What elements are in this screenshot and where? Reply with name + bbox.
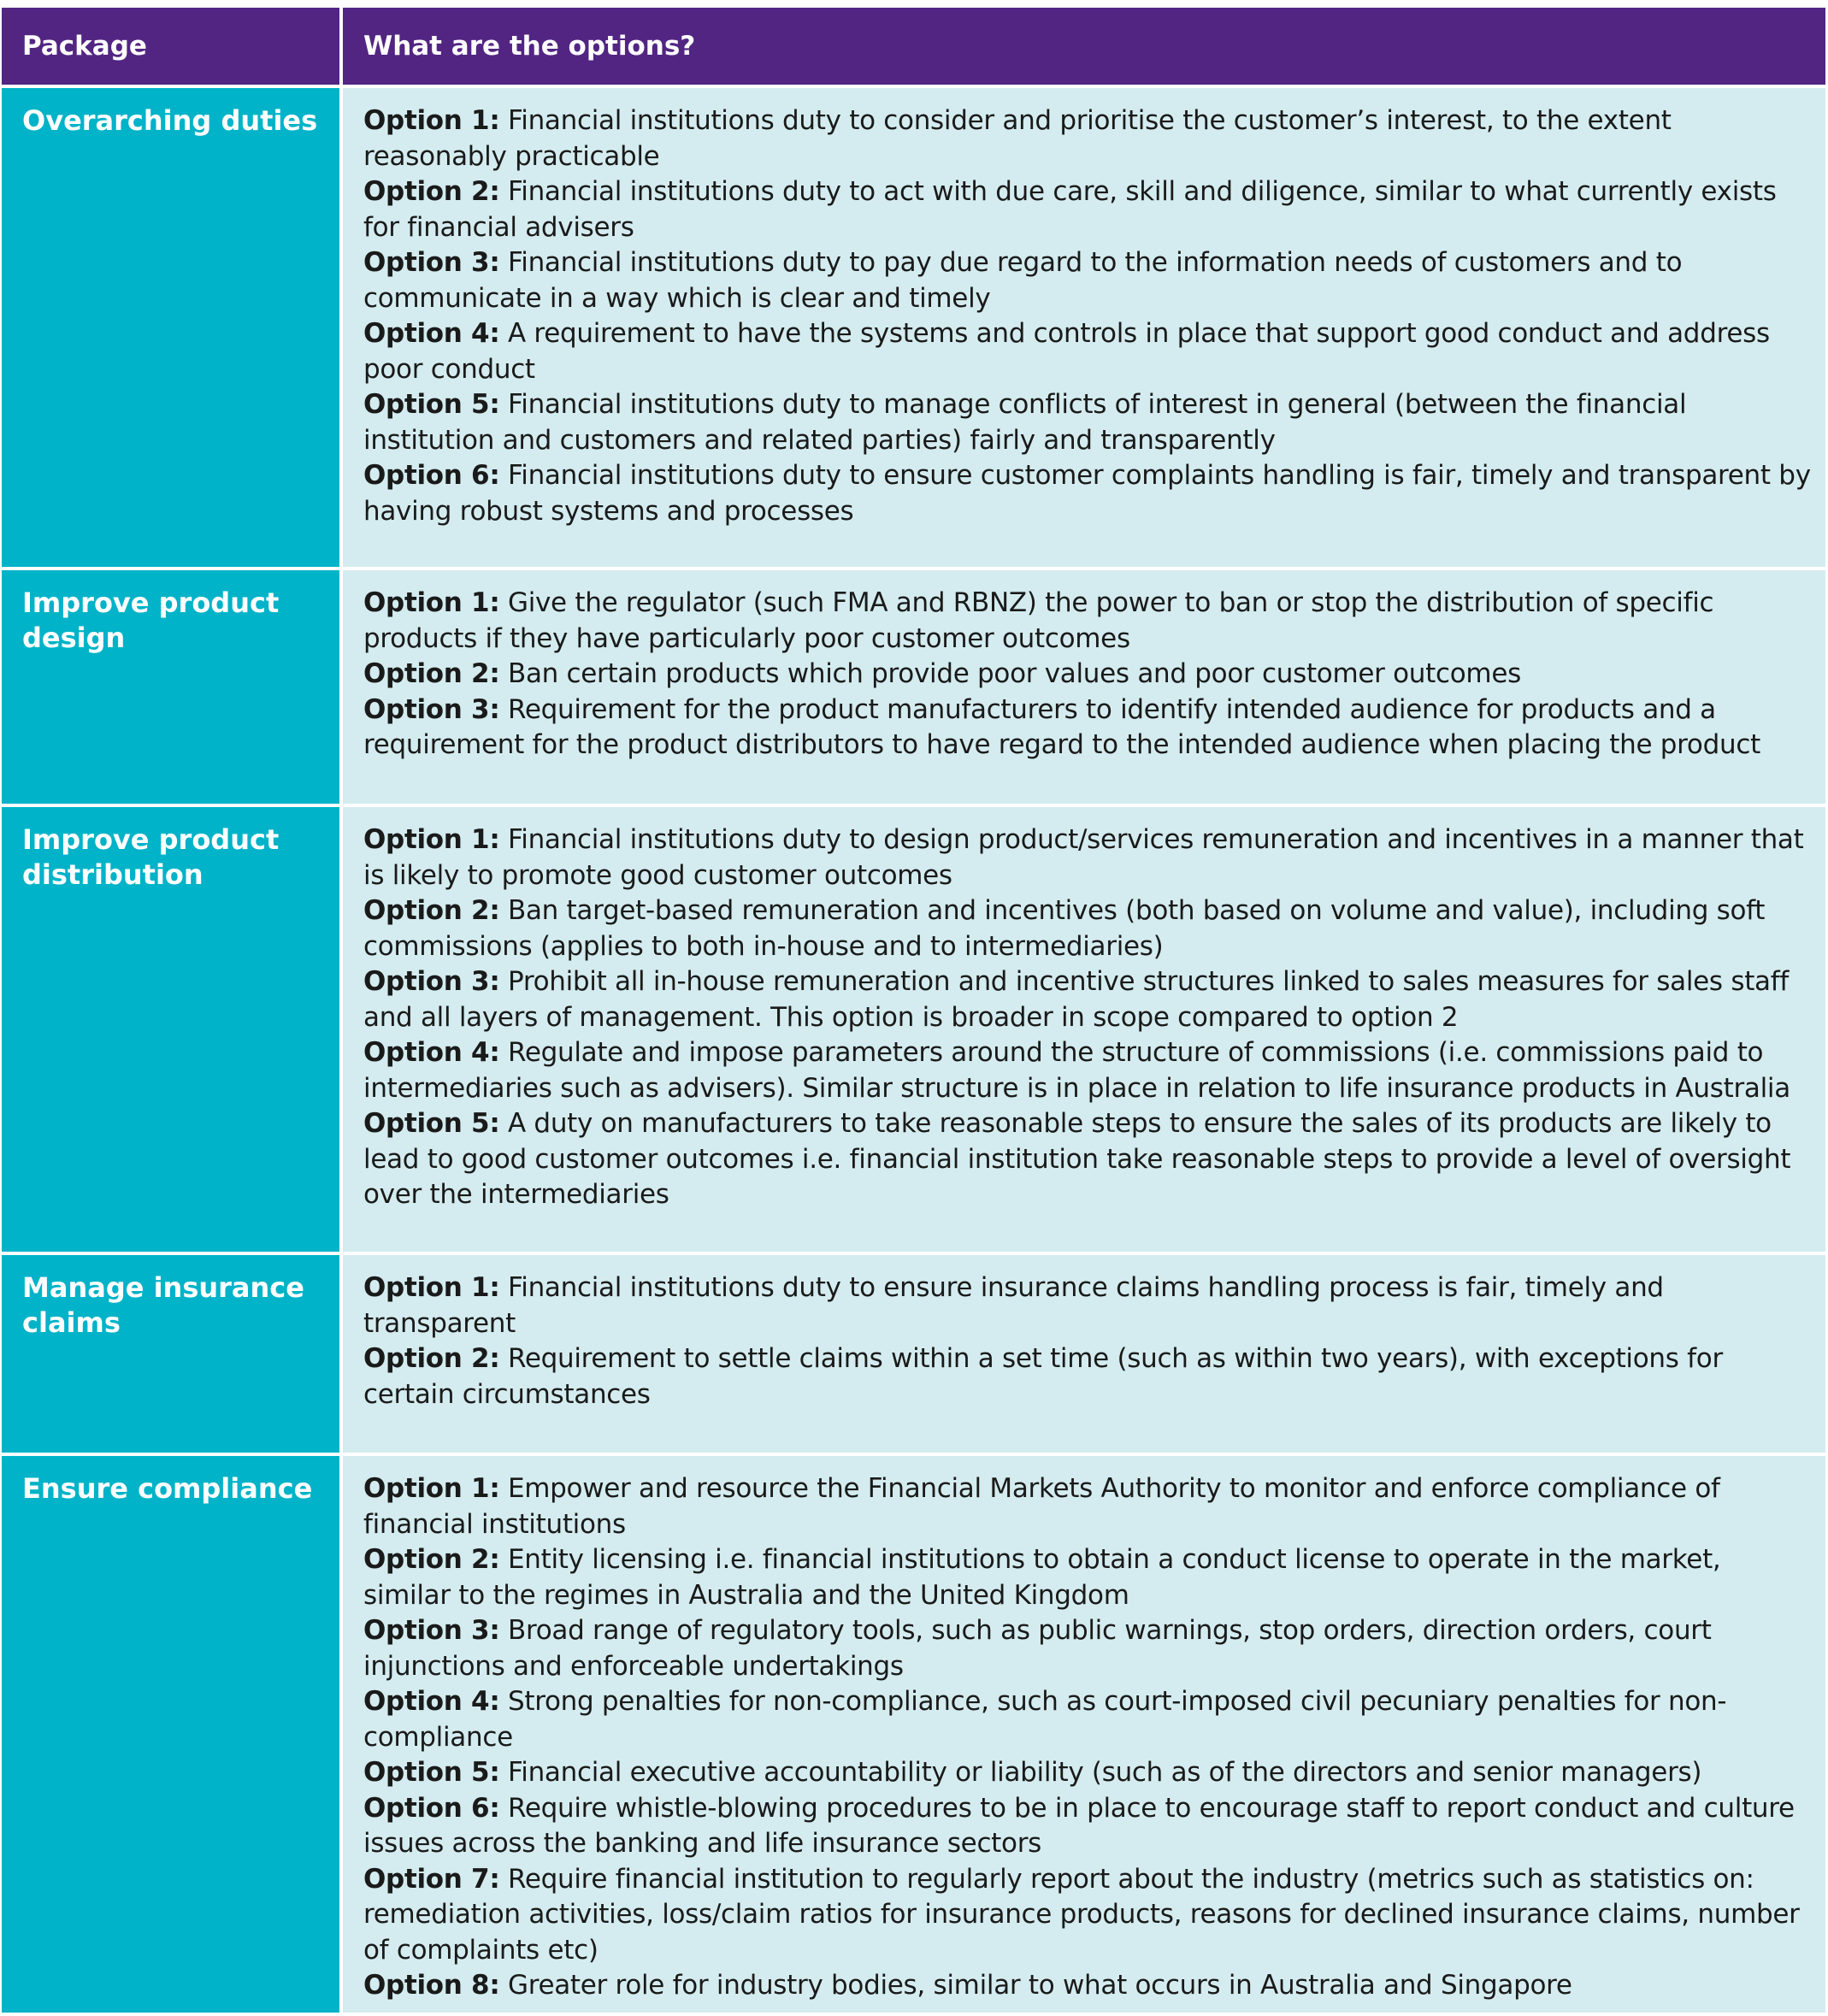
- option-text: Financial institutions duty to manage conflicts of interest in general (between the financial institution and customers and related parties) fairly and transparently: [363, 389, 1687, 456]
- option-text: Broad range of regulatory tools, such as public warnings, stop orders, direction orders, court injunctions and enforceable undertakings: [363, 1615, 1712, 1682]
- option-item: [363, 657, 1812, 693]
- option-label: Option 3:: [363, 966, 500, 997]
- option-item: [363, 964, 1812, 1035]
- option-item: [363, 1755, 1812, 1791]
- option-text: Entity licensing i.e. financial institutions to obtain a conduct license to operate in the market, similar to the regimes in Australia and the United Kingdom: [363, 1544, 1721, 1611]
- option-item: [363, 1106, 1812, 1213]
- options-cell: [341, 86, 1825, 569]
- options-cell: [341, 1454, 1825, 2014]
- option-text: Give the regulator (such FMA and RBNZ) the power to ban or stop the distribution of specific products if they have particularly poor customer outcomes: [363, 587, 1714, 654]
- option-item: [363, 1613, 1812, 1684]
- option-label: Option 8:: [363, 1970, 500, 2001]
- option-text: A duty on manufacturers to take reasonable steps to ensure the sales of its products are likely to lead to good customer outcomes i.e. financial institution take reasonable steps to provide a level of oversight over the intermediaries: [363, 1108, 1791, 1210]
- option-text: Financial institutions duty to consider and prioritise the customer’s interest, to the extent reasonably practicable: [363, 105, 1672, 172]
- option-text: Financial executive accountability or liability (such as of the directors and senior managers): [499, 1757, 1702, 1788]
- option-item: [363, 1471, 1812, 1542]
- option-text: Require financial institution to regularly report about the industry (metrics such as statistics on: remediation activities, loss/claim ratios for insurance products, reasons for declined insurance claims, number of complaints etc): [363, 1863, 1800, 1966]
- option-text: Financial institutions duty to ensure customer complaints handling is fair, timely and transparent by having robust systems and processes: [363, 460, 1811, 527]
- option-label: Option 2:: [363, 1343, 500, 1374]
- option-item: [363, 822, 1812, 893]
- option-label: Option 1:: [363, 824, 500, 855]
- option-item: [363, 1791, 1812, 1862]
- option-item: [363, 387, 1812, 458]
- option-item: [363, 893, 1812, 964]
- table-row: [2, 86, 1825, 569]
- option-label: Option 1:: [363, 1272, 500, 1303]
- option-text: Prohibit all in-house remuneration and incentive structures linked to sales measures for sales staff and all layers of management. This option is broader in scope compared to option 2: [363, 966, 1789, 1033]
- package-cell: Overarching duties: [2, 86, 341, 569]
- table-row: [2, 805, 1825, 1253]
- option-text: Require whistle-blowing procedures to be in place to encourage staff to report conduct and culture issues across the banking and life insurance sectors: [363, 1792, 1795, 1859]
- options-table: [2, 8, 1825, 2016]
- option-text: Empower and resource the Financial Markets Authority to monitor and enforce compliance of financial institutions: [363, 1473, 1720, 1540]
- option-label: Option 6:: [363, 1792, 500, 1824]
- option-label: Option 1:: [363, 587, 500, 618]
- option-text: Greater role for industry bodies, similar to what occurs in Australia and Singapore: [499, 1970, 1572, 2001]
- table-row: [2, 569, 1825, 805]
- option-text: Strong penalties for non-compliance, such as court-imposed civil pecuniary penalties for non-compliance: [363, 1686, 1727, 1753]
- option-label: Option 3:: [363, 1615, 500, 1646]
- option-item: [363, 1968, 1812, 2004]
- option-item: [363, 1684, 1812, 1755]
- option-text: Regulate and impose parameters around the structure of commissions (i.e. commissions paid to intermediaries such as advisers). Similar structure is in place in relation to life insurance products in Australia: [363, 1037, 1790, 1104]
- option-text: Requirement for the product manufacturers to identify intended audience for products and a requirement for the product distributors to have regard to the intended audience when placing the product: [363, 693, 1760, 760]
- option-label: Option 2:: [363, 895, 500, 926]
- option-item: [363, 586, 1812, 657]
- option-label: Option 2:: [363, 176, 500, 207]
- options-cell: [341, 1253, 1825, 1454]
- options-cell: [341, 569, 1825, 805]
- header-row: [2, 8, 1825, 86]
- header-options: What are the options?: [341, 8, 1825, 86]
- package-cell: Manage insurance claims: [2, 1253, 341, 1454]
- option-item: [363, 1542, 1812, 1613]
- option-label: Option 4:: [363, 1686, 500, 1717]
- option-label: Option 1:: [363, 105, 500, 136]
- option-item: [363, 103, 1812, 174]
- package-cell: Ensure compliance: [2, 1454, 341, 2014]
- option-label: Option 1:: [363, 1473, 500, 1504]
- table-row: [2, 1454, 1825, 2014]
- option-item: [363, 1035, 1812, 1106]
- option-label: Option 2:: [363, 1544, 500, 1575]
- option-label: Option 6:: [363, 460, 500, 491]
- option-label: Option 3:: [363, 247, 500, 278]
- option-text: Requirement to settle claims within a set time (such as within two years), with exceptions for certain circumstances: [363, 1343, 1723, 1410]
- table-row: [2, 1253, 1825, 1454]
- option-item: [363, 458, 1812, 529]
- option-label: Option 3:: [363, 693, 500, 725]
- option-item: [363, 1341, 1812, 1412]
- package-cell: Improve product distribution: [2, 805, 341, 1253]
- options-cell: [341, 805, 1825, 1253]
- option-label: Option 4:: [363, 1037, 500, 1068]
- option-text: Financial institutions duty to ensure insurance claims handling process is fair, timely and transparent: [363, 1272, 1664, 1339]
- option-text: Ban certain products which provide poor values and poor customer outcomes: [499, 658, 1521, 689]
- option-text: Financial institutions duty to act with due care, skill and diligence, similar to what currently exists for financial advisers: [363, 176, 1777, 243]
- option-item: [363, 174, 1812, 245]
- option-text: Ban target-based remuneration and incentives (both based on volume and value), including soft commissions (applies to both in-house and to intermediaries): [363, 895, 1766, 962]
- option-item: [363, 693, 1812, 763]
- option-text: Financial institutions duty to pay due regard to the information needs of customers and to communicate in a way which is clear and timely: [363, 247, 1683, 314]
- option-label: Option 7:: [363, 1863, 500, 1895]
- option-text: A requirement to have the systems and controls in place that support good conduct and address poor conduct: [363, 318, 1770, 385]
- option-label: Option 5:: [363, 389, 500, 420]
- header-package: Package: [2, 8, 341, 86]
- option-label: Option 4:: [363, 318, 500, 349]
- option-label: Option 2:: [363, 658, 500, 689]
- option-item: [363, 1270, 1812, 1341]
- option-item: [363, 1862, 1812, 1969]
- package-cell: Improve product design: [2, 569, 341, 805]
- option-text: Financial institutions duty to design product/services remuneration and incentives in a manner that is likely to promote good customer outcomes: [363, 824, 1804, 891]
- option-item: [363, 245, 1812, 316]
- option-label: Option 5:: [363, 1108, 500, 1139]
- option-label: Option 5:: [363, 1757, 500, 1788]
- option-item: [363, 316, 1812, 387]
